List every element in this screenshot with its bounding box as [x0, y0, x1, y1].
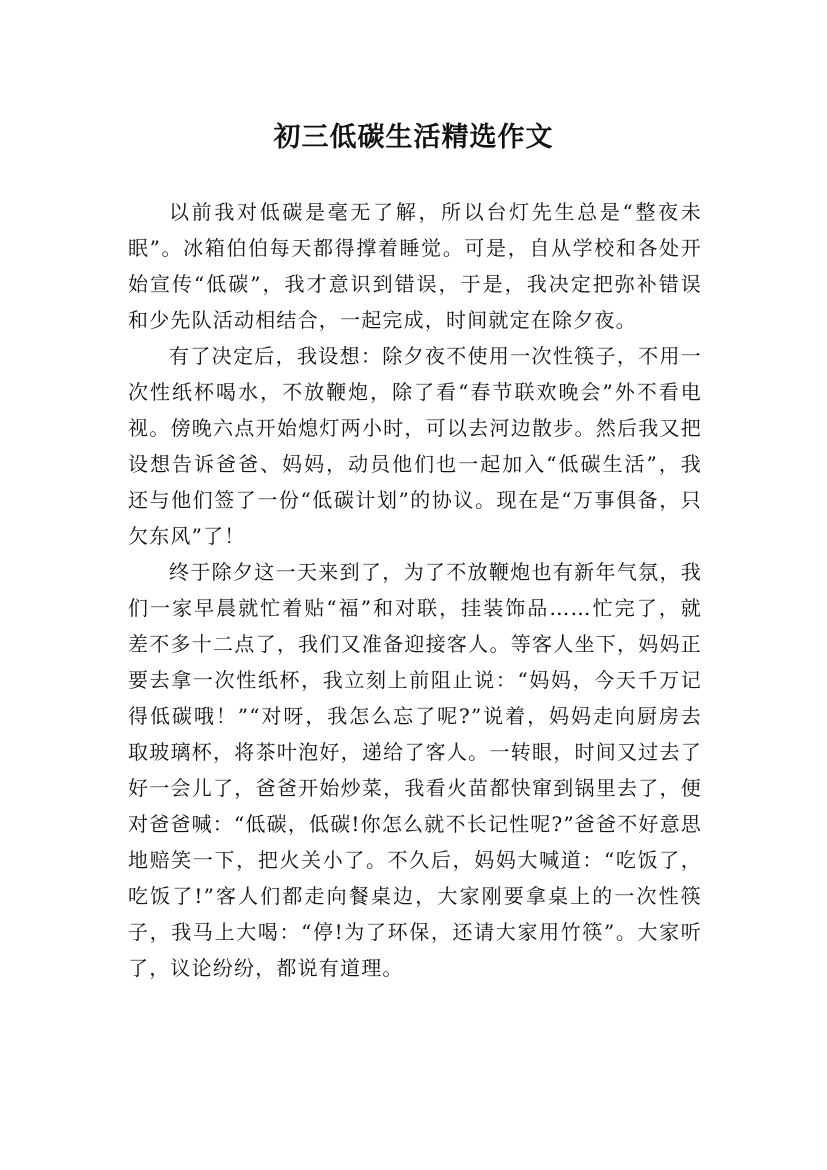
paragraph-3: 终于除夕这一天来到了，为了不放鞭炮也有新年气氛，我们一家早晨就忙着贴“福”和对联，挂装饰品……忙完了，就差不多十二点了，我们又准备迎接客人。等客人坐下，妈妈正要去拿一次性纸杯，我立刻上前阻止说：“妈妈，今天千万记得低碳哦！”“对呀，我怎么忘了呢?”说着，妈妈走向厨房去取玻璃杯，将茶叶泡好，递给了客人。一转眼，时间又过去了好一会儿了，爸爸开始炒菜，我看火苗都快窜到锅里去了，便对爸爸喊：“低碳，低碳!你怎么就不长记性呢?”爸爸不好意思地赔笑一下，把火关小了。不久后，妈妈大喊道：“吃饭了，吃饭了!”客人们都走向餐桌边，大家刚要拿桌上的一次性筷子，我马上大喝：“停!为了环保，还请大家用竹筷”。大家听了，议论纷纷，都说有道理。 [128, 560, 703, 980]
essay-title: 初三低碳生活精选作文 [273, 122, 554, 154]
essay-body [128, 194, 702, 986]
paragraph-2: 有了决定后，我设想：除夕夜不使用一次性筷子，不用一次性纸杯喝水，不放鞭炮，除了看“春节联欢晚会”外不看电视。傍晚六点开始熄灯两小时，可以去河边散步。然后我又把设想告诉爸爸、妈妈，动员他们也一起加入“低碳生活”，我还与他们签了一份“低碳计划”的协议。现在是“万事俱备，只欠东风”了！ [128, 344, 702, 548]
paragraph-1: 以前我对低碳是毫无了解，所以台灯先生总是“整夜未眠”。冰箱伯伯每天都得撑着睡觉。可是，自从学校和各处开始宣传“低碳”，我才意识到错误，于是，我决定把弥补错误和少先队活动相结合，一起完成，时间就定在除夕夜。 [128, 200, 702, 332]
